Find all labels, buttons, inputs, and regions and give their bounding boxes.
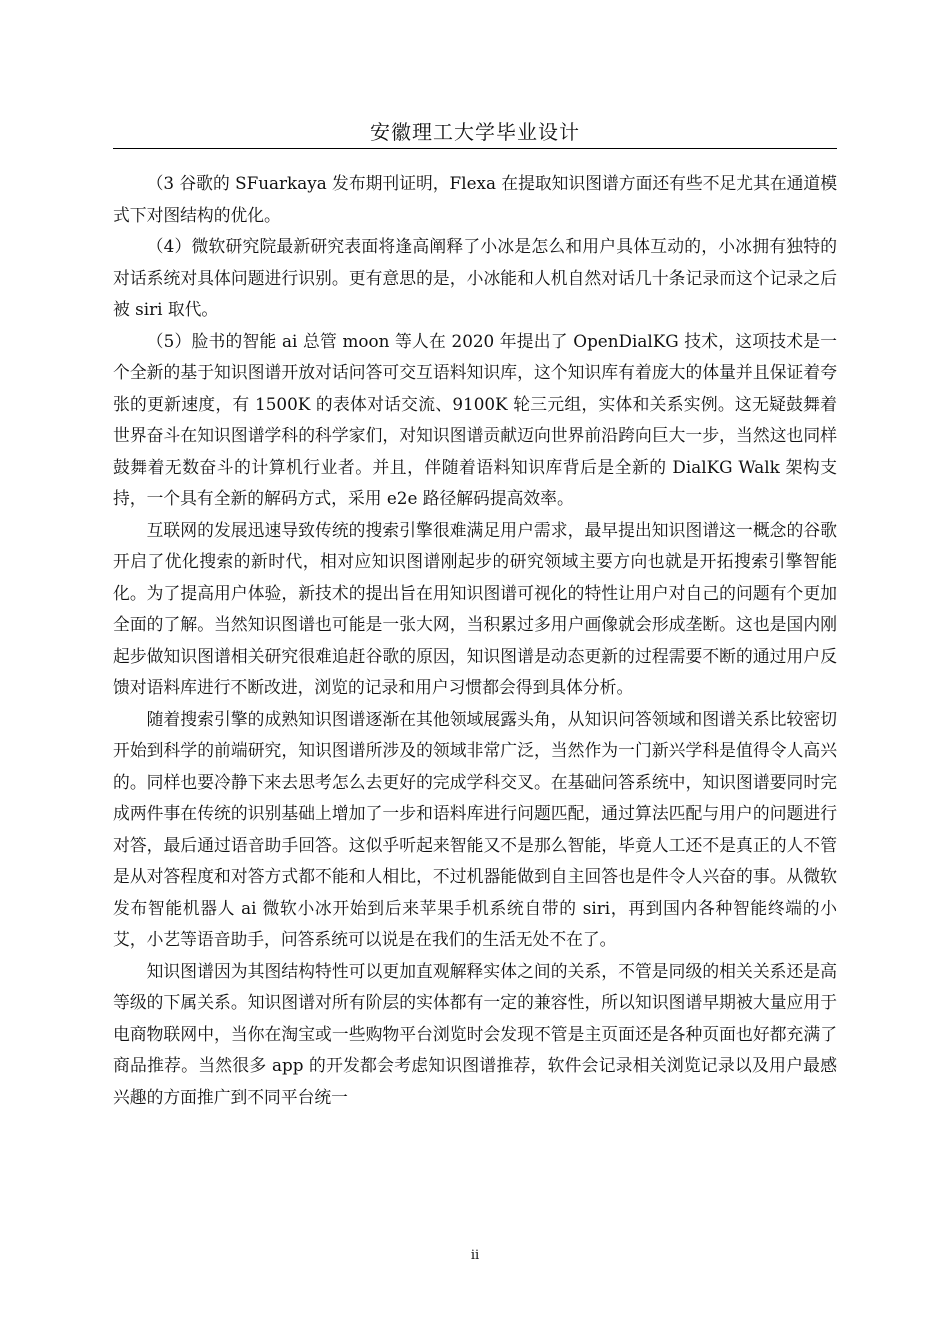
paragraph-4: 互联网的发展迅速导致传统的搜索引擎很难满足用户需求，最早提出知识图谱这一概念的谷歌开启了优化搜索的新时代，相对应知识图谱刚起步的研究领域主要方向也就是开拓搜索引擎智能化。为了提高用户体验，新技术的提出旨在用知识图谱可视化的特性让用户对自己的问题有个更加全面的了解。当然知识图谱也可能是一张大网，当积累过多用户画像就会形成垄断。这也是国内刚起步做知识图谱相关研究很难追赶谷歌的原因，知识图谱是动态更新的过程需要不断的通过用户反馈对语料库进行不断改进，浏览的记录和用户习惯都会得到具体分析。 — [113, 519, 837, 697]
page-number: ii — [470, 1248, 480, 1263]
paragraph-2: （4）微软研究院最新研究表面将逢高阐释了小冰是怎么和用户具体互动的，小冰拥有独特的对话系统对具体问题进行识别。更有意思的是，小冰能和人机自然对话几十条记录而这个记录之后被 siri 取代。 — [113, 236, 837, 319]
paragraph-5: 随着搜索引擎的成熟知识图谱逐渐在其他领域展露头角，从知识问答领域和图谱关系比较密切开始到科学的前端研究，知识图谱所涉及的领域非常广泛，当然作为一门新兴学科是值得令人高兴的。同样也要冷静下来去思考怎么去更好的完成学科交叉。在基础问答系统中，知识图谱要同时完成两件事在传统的识别基础上增加了一步和语料库进行问题匹配，通过算法匹配与用户的问题进行对答，最后通过语音助手回答。这似乎听起来智能又不是那么智能，毕竟人工还不是真正的人不管是从对答程度和对答方式都不能和人相比，不过机器能做到自主回答也是件令人兴奋的事。从微软发布智能机器人 ai 微软小冰开始到后来苹果手机系统自带的 siri，再到国内各种智能终端的小艾，小艺等语音助手，问答系统可以说是在我们的生活无处不在了。 — [113, 708, 837, 949]
body-text — [113, 168, 837, 1113]
paragraph-3: （5）脸书的智能 ai 总管 moon 等人在 2020 年提出了 OpenDialKG 技术，这项技术是一个全新的基于知识图谱开放对话问答可交互语料知识库，这个知识库有着庞大的体量并且保证着夸张的更新速度，有 1500K 的表体对话交流、9100K 轮三元组，实体和关系实例。这无疑鼓舞着世界奋斗在知识图谱学科的科学家们，对知识图谱贡献迈向世界前沿跨向巨大一步，当然这也同样鼓舞着无数奋斗的计算机行业者。并且，伴随着语料知识库背后是全新的 DialKG Walk 架构支持，一个具有全新的解码方式，采用 e2e 路径解码提高效率。 — [113, 330, 837, 508]
paragraph-6: 知识图谱因为其图结构特性可以更加直观解释实体之间的关系，不管是同级的相关关系还是高等级的下属关系。知识图谱对所有阶层的实体都有一定的兼容性，所以知识图谱早期被大量应用于电商物联网中，当你在淘宝或一些购物平台浏览时会发现不管是主页面还是各种页面也好都充满了商品推荐。当然很多 app 的开发都会考虑知识图谱推荐，软件会记录相关浏览记录以及用户最感兴趣的方面推广到不同平台统一 — [113, 960, 837, 1107]
header-title: 安徽理工大学毕业设计 — [370, 120, 580, 144]
paragraph-1: （3 谷歌的 SFuarkaya 发布期刊证明，Flexa 在提取知识图谱方面还有些不足尤其在通道模式下对图结构的优化。 — [113, 173, 837, 225]
page-header — [113, 118, 837, 149]
